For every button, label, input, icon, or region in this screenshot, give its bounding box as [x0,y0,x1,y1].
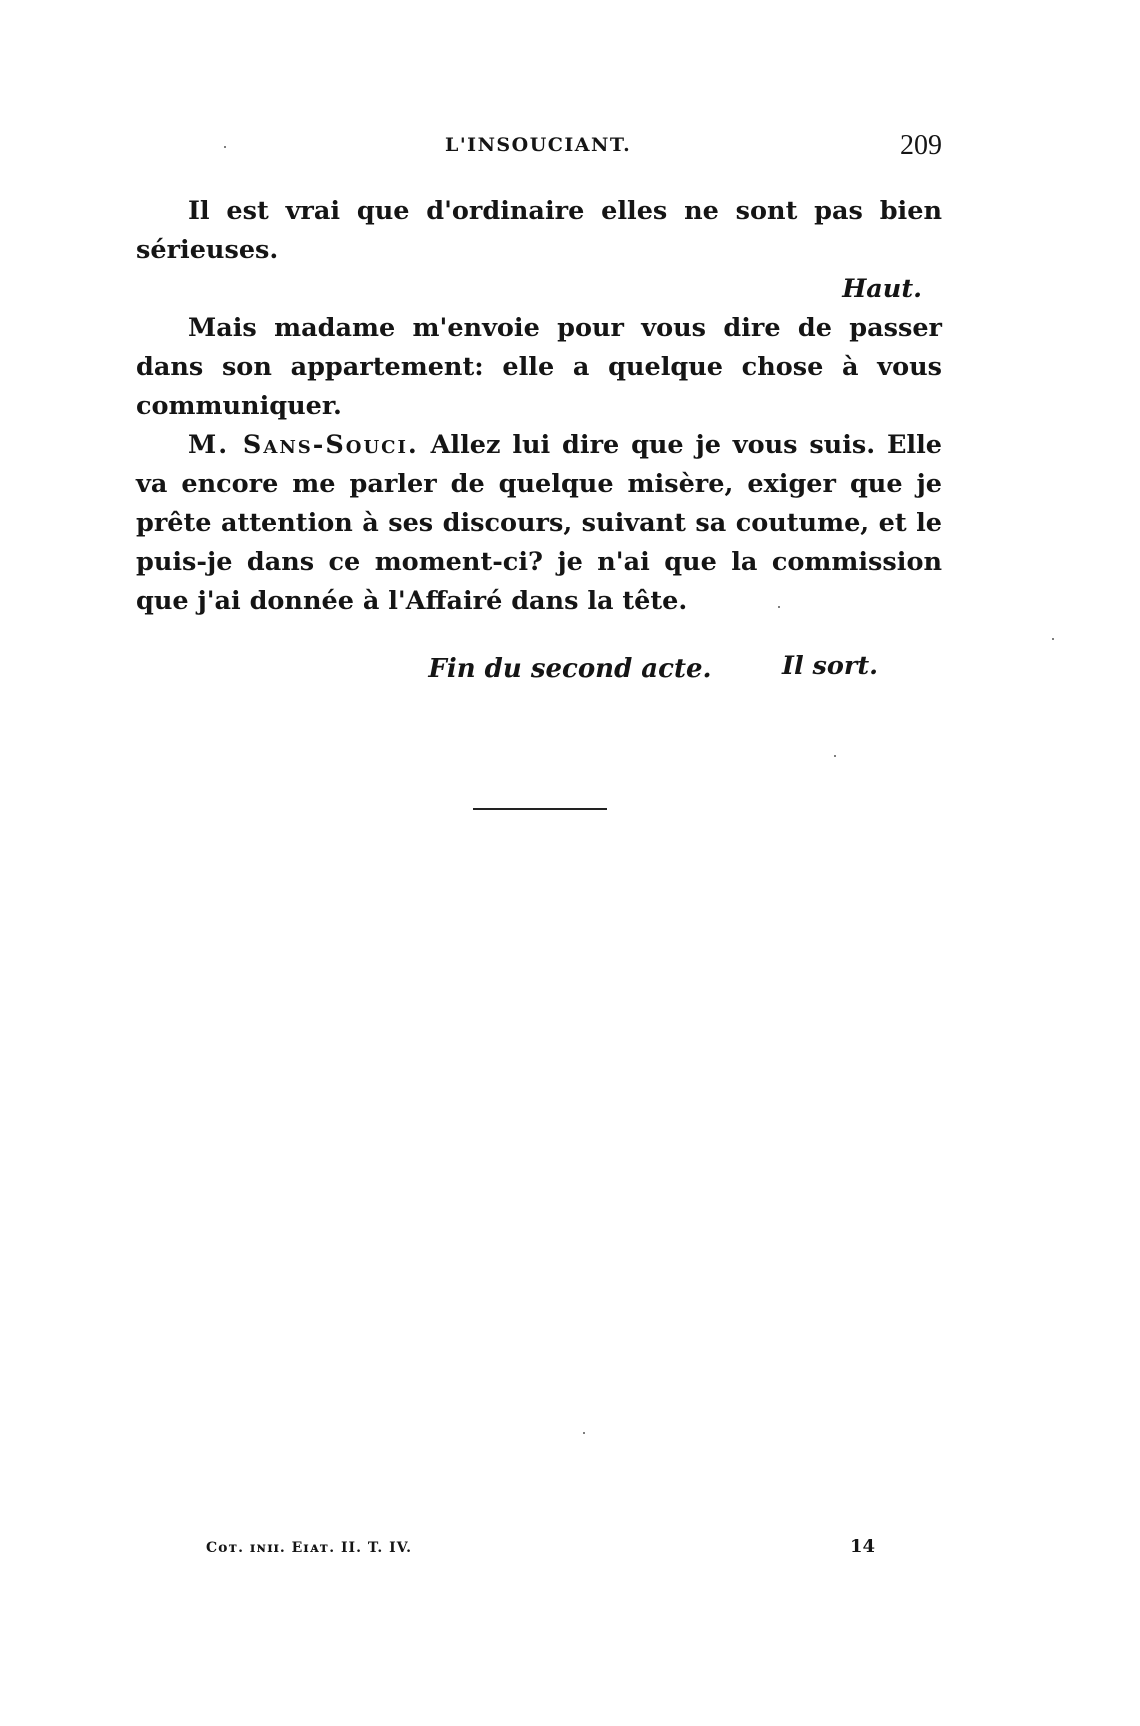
printer-signature: Coт. ɪɴɪɪ. Eɪᴀт. II. T. IV. [206,1540,413,1556]
end-of-act: Fin du second acte. [428,654,712,684]
stage-direction-haut: Haut. [842,274,922,304]
paragraph-3 [136,426,942,621]
stage-direction-sort: Il sort. [782,651,878,681]
speaker-name: M. Sans-Souci. [188,430,419,460]
paragraph-2: Mais madame m'envoie pour vous dire de passer dans son appartement: elle a quelque chose à vous communiquer. [136,313,942,421]
speck [834,755,836,757]
running-title: L'INSOUCIANT. [445,134,632,156]
speck [224,146,226,148]
section-rule [473,808,607,810]
speck [1052,638,1054,640]
speech-text: Allez lui dire que je vous suis. Elle va encore me parler de quelque misère, exiger que je prête attention à ses discours, suivant sa coutume, et le puis-je dans ce moment-ci? je n'ai que la commission que j'ai donnée à l'Affairé dans la tête. [136,430,942,616]
running-header [0,130,1140,170]
body-text [136,192,942,686]
speck [583,1432,585,1434]
page-number: 209 [900,130,942,161]
speck [778,606,780,608]
footer [0,1536,1140,1566]
signature-number: 14 [850,1536,876,1557]
paragraph-1: Il est vrai que d'ordinaire elles ne sont pas bien sérieuses. [136,196,942,265]
